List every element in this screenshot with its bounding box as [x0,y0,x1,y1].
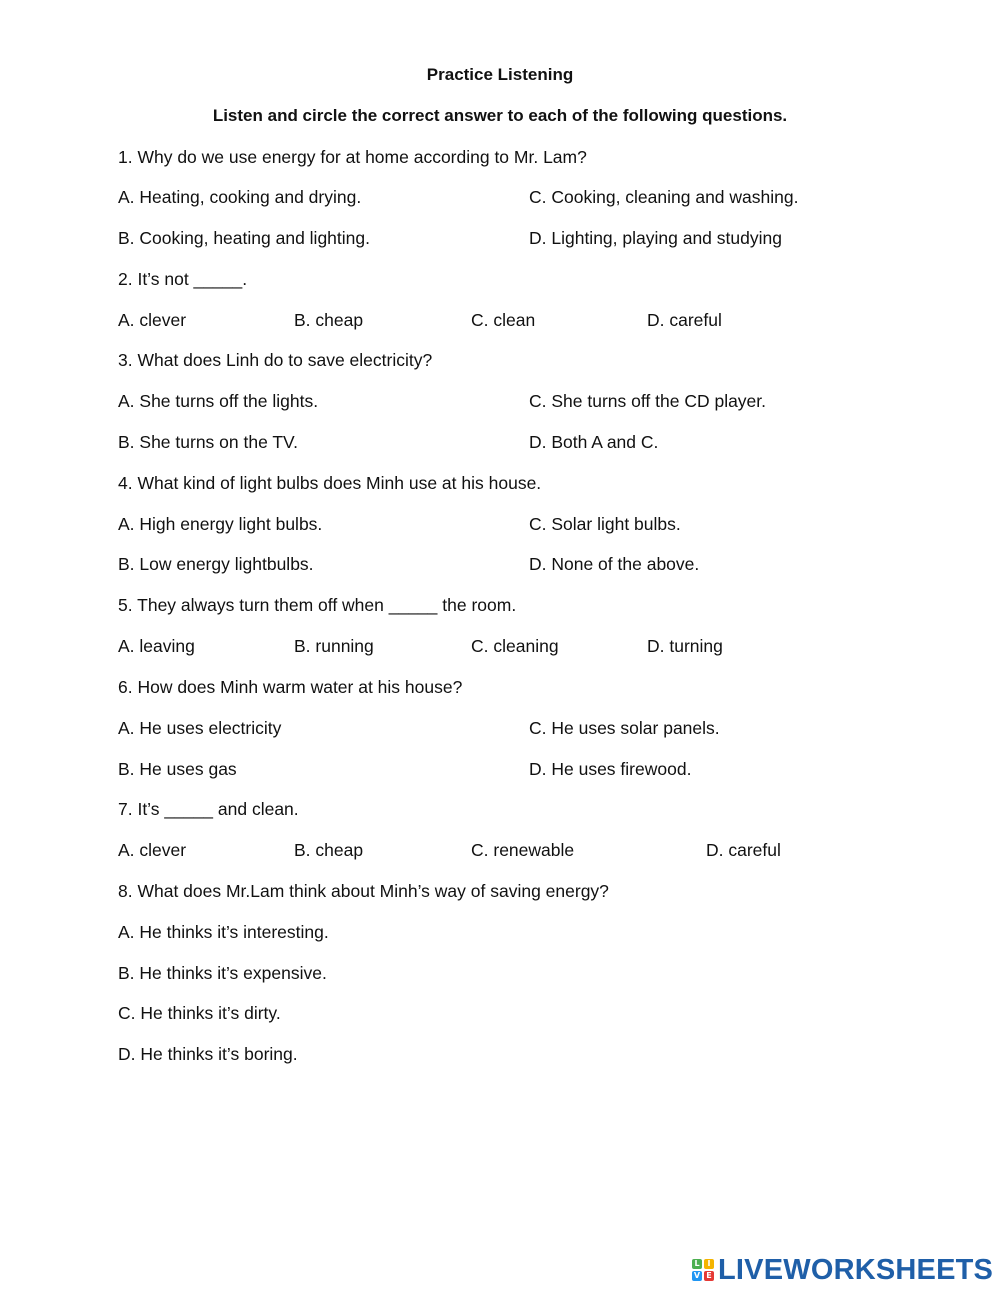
q4-option-d[interactable]: D. None of the above. [529,554,700,574]
q4-option-c[interactable]: C. Solar light bulbs. [529,514,681,534]
q3-option-d[interactable]: D. Both A and C. [529,432,659,452]
q5-option-c[interactable]: C. cleaning [471,636,559,656]
question-1: 1. Why do we use energy for at home according to Mr. Lam? [118,147,587,167]
q5-option-b[interactable]: B. running [294,636,374,656]
q7-option-a[interactable]: A. clever [118,840,187,860]
q1-option-b[interactable]: B. Cooking, heating and lighting. [118,228,370,248]
question-8: 8. What does Mr.Lam think about Minh’s way of saving energy? [118,881,609,901]
q4-option-b[interactable]: B. Low energy lightbulbs. [118,554,314,574]
q2-option-b[interactable]: B. cheap [294,310,364,330]
question-5: 5. They always turn them off when _____ the room. [118,595,517,615]
q8-option-c[interactable]: C. He thinks it’s dirty. [118,1003,281,1023]
q1-option-a[interactable]: A. Heating, cooking and drying. [118,187,362,207]
q4-option-a[interactable]: A. High energy light bulbs. [118,514,323,534]
q1-option-d[interactable]: D. Lighting, playing and studying [529,228,782,248]
q2-option-d[interactable]: D. careful [647,310,722,330]
q5-option-a[interactable]: A. leaving [118,636,195,656]
q6-option-d[interactable]: D. He uses firewood. [529,759,692,779]
q8-option-a[interactable]: A. He thinks it’s interesting. [118,922,329,942]
q2-option-c[interactable]: C. clean [471,310,536,330]
question-4: 4. What kind of light bulbs does Minh use at his house. [118,473,542,493]
page-title: Practice Listening [426,65,574,84]
q6-option-b[interactable]: B. He uses gas [118,759,237,779]
instructions: Listen and circle the correct answer to each of the following questions. [212,106,788,125]
question-3: 3. What does Linh do to save electricity? [118,350,433,370]
q7-option-b[interactable]: B. cheap [294,840,364,860]
logo-text: LIVEWORKSHEETS [718,1253,994,1286]
question-2: 2. It’s not _____. [118,269,248,289]
q1-option-c[interactable]: C. Cooking, cleaning and washing. [529,187,799,207]
liveworksheets-logo [692,1254,993,1286]
question-7: 7. It’s _____ and clean. [118,799,299,819]
question-6: 6. How does Minh warm water at his house? [118,677,463,697]
q2-option-a[interactable]: A. clever [118,310,187,330]
q8-option-d[interactable]: D. He thinks it’s boring. [118,1044,298,1064]
q8-option-b[interactable]: B. He thinks it’s expensive. [118,963,327,983]
q3-option-c[interactable]: C. She turns off the CD player. [529,391,767,411]
q6-option-c[interactable]: C. He uses solar panels. [529,718,720,738]
q3-option-a[interactable]: A. She turns off the lights. [118,391,319,411]
q5-option-d[interactable]: D. turning [647,636,723,656]
q3-option-b[interactable]: B. She turns on the TV. [118,432,298,452]
logo-mark-l: L [692,1259,702,1269]
q7-option-c[interactable]: C. renewable [471,840,575,860]
q7-option-d[interactable]: D. careful [706,840,781,860]
logo-mark-i: I [704,1259,714,1269]
q6-option-a[interactable]: A. He uses electricity [118,718,282,738]
logo-mark-icon [692,1259,714,1281]
logo-mark-e: E [704,1271,714,1281]
logo-mark-v: V [693,1271,701,1280]
